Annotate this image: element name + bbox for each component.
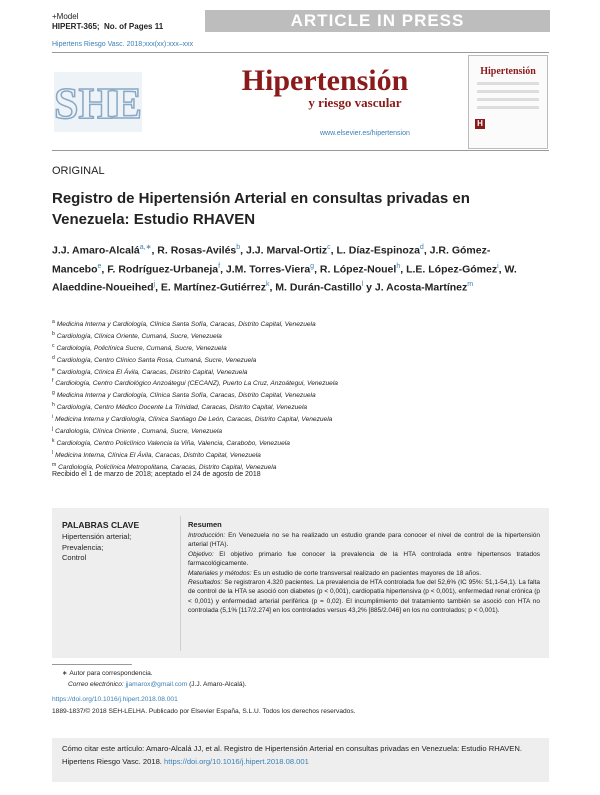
affiliation-marker: c [52,342,55,349]
author-name: L. Díaz-Espinoza [336,244,420,257]
author-name: E. Martínez-Gutiérrez [160,281,266,294]
author-affiliation-marker[interactable]: k [265,281,270,288]
affiliation-marker: m [52,461,57,468]
page-count: No. of Pages 11 [104,22,164,31]
abstract-paragraph [188,569,540,578]
author-name: R. Rosas-Avilés [157,244,237,257]
section-label: ORIGINAL [52,165,105,177]
author-affiliation-marker[interactable]: i [497,262,499,270]
affiliation-text: Cardiología, Clínica Oriente , Cumaná, Sucre, Venezuela [55,428,223,436]
affiliation-item [52,401,552,413]
article-in-press-banner: ARTICLE IN PRESS [205,10,550,32]
affiliation-text: Medicina Interna y Cardiología, Clínica Santa Sofía, Caracas, Distrito Capital, Venezuela [56,392,316,400]
abstract-text: Se registraron 4.320 pacientes. La prevalencia de HTA controlada fue del 52,6% (IC 95%: 51,1-54,1). La falta de control de la HTA se asoció con diabetes (p < 0,001), cardiopatía hipertensiva (p < 0,001), enfermedad renal crónica (p < 0,001) y enfermedad arterial periférica (p = 0,02). El incumplimiento del tratamiento también se asoció con HTA no controlada (5,1% [117/2.274] en los controlados versus 43,2% [885/2.046] en los no controlados; p < 0,001). [188,579,540,615]
author-affiliation-marker[interactable]: h [396,262,401,270]
author-affiliation-marker[interactable]: a,∗ [139,244,152,251]
journal-website-link[interactable]: www.elsevier.es/hipertension [320,130,410,137]
email-link[interactable]: jjamarox@gmail.com [125,681,188,688]
affiliation-marker: d [52,354,55,361]
journal-masthead [200,65,450,109]
author-note: Autor para correspondencia. [69,670,153,677]
cover-letter: H [477,119,483,128]
footnote-rule [52,664,132,665]
affiliation-marker: f [52,378,54,385]
affiliation-list [52,318,552,473]
article-title: Registro de Hipertensión Arterial en consultas privadas en Venezuela: Estudio RHAVEN [52,190,470,228]
email-label: Correo electrónico: [68,681,124,688]
keywords-title: PALABRAS CLAVE [62,520,140,530]
author-affiliation-marker[interactable]: m [467,281,474,288]
received-dates: Recibido el 1 de marzo de 2018; aceptado el 24 de agosto de 2018 [52,471,261,478]
journal-subtitle: y riesgo vascular [308,95,402,110]
affiliation-text: Cardiología, Centro Médico Docente La Trinidad, Caracas, Distrito Capital, Venezuela [56,404,308,412]
affiliation-marker: b [52,330,55,337]
cite-doi-link[interactable]: https://doi.org/10.1016/j.hipert.2018.08.001 [164,756,309,766]
author-affiliation-marker[interactable]: l [361,281,364,288]
author-name: J.J. Marval-Ortiz [246,244,328,257]
corresponding-author-footnote [62,668,247,690]
affiliation-text: Cardiología, Centro Cardiológico Anzoátegui (CECANZ), Puerto La Cruz, Anzoátegui, Venezuela [55,380,338,388]
author-name: J.R. Gómez-Mancebo [52,244,491,275]
affiliation-marker: i [52,414,54,421]
affiliation-marker: k [52,437,55,444]
abstract-label: Objetivo: [188,550,214,558]
affiliation-item [52,366,552,378]
affiliation-text: Medicina Interna y Cardiología, Clínica Santiago De León, Caracas, Distrito Capital, Venezuela [55,416,333,424]
affiliation-item [52,413,552,425]
author-name: W. Alaeddine-Noueihed [52,263,517,294]
top-citation: Hipertens Riesgo Vasc. 2018;xxx(xx):xxx–xxx [52,41,194,48]
affiliation-text: Cardiología, Centro Policlínico Valencia la Viña, Valencia, Carabobo, Venezuela [56,440,290,448]
cover-title: Hipertensión [480,66,536,77]
abstract-text: En Venezuela no se ha realizado un estudio grande para conocer el nivel de control de la hipertensión arterial (HTA). [188,532,540,549]
affiliation-marker: j [52,426,54,433]
affiliation-item [52,377,552,389]
author-affiliation-marker[interactable]: d [419,244,424,251]
author-name: J.M. Torres-Viera [225,263,311,275]
author-name: J. Acosta-Martínez [374,281,468,294]
doi-link[interactable]: https://doi.org/10.1016/j.hipert.2018.08.001 [52,696,178,703]
affiliation-text: Cardiología, Policlínica Metropolitana, Caracas, Distrito Capital, Venezuela [58,463,277,471]
author-name: F. Rodríguez-Urbaneja [107,263,219,275]
abstract-label: Introducción: [188,532,226,539]
keyword-item: Prevalencia; [62,542,104,552]
footnote-marker: ∗ [62,670,68,677]
affiliation-item [52,389,552,401]
affiliation-marker: g [52,390,55,397]
she-logo-icon [52,68,144,136]
author-affiliation-marker[interactable]: j [153,281,156,288]
author-list: J.J. Amaro-Alcalá$^{a,∗}$, R. Rosas-Avilés$^b$, J.J. Marval-Ortiz$^c$, L. Díaz-Espinoza$^d$, J.R. Gómez-Mancebo$^e$, F. Rodríguez-Urbaneja$^f$, J.M. Torres-Viera$^g$, R. López-Nouel$^h$, L.E. López-Gómez$^i$, W. Alaeddine-Noueihed$^j$, E. Martínez-Gutiérrez$^k$, M. Durán-Castillo$^l$ y J. Acosta-Martínez$^m$ [52,244,517,294]
how-to-cite-text [62,743,542,768]
society-logo [52,68,144,136]
abstract-paragraph [188,578,540,616]
author-name: J.J. Amaro-Alcalá [52,244,140,257]
author-affiliation-marker[interactable]: f [218,262,221,270]
affiliation-marker: h [52,402,55,409]
email-owner: (J.J. Amaro-Alcalá). [189,681,247,688]
affiliation-text: Medicina Interna y Cardiología, Clínica Santa Sofía, Caracas, Distrito Capital, Venezuela [56,321,316,329]
abstract-paragraph [188,531,540,550]
author-affiliation-marker[interactable]: g [310,262,315,270]
affiliation-text: Cardiología, Clínica El Ávila, Caracas, Distrito Capital, Venezuela [56,368,248,376]
affiliation-text: Cardiología, Clínica Oriente, Cumaná, Sucre, Venezuela [56,333,222,341]
journal-name: Hipertensión [241,64,409,97]
copyright-line: 1889-1837/© 2018 SEH-LELHA. Publicado por Elsevier España, S.L.U. Todos los derechos reservados. [52,708,356,715]
author-affiliation-marker[interactable]: b [236,244,241,251]
affiliation-text: Medicina Interna, Clínica El Ávila, Caracas, Distrito Capital, Venezuela [55,451,261,459]
affiliation-item [52,354,552,366]
abstract-text: Es un estudio de corte transversal realizado en pacientes mayores de 18 años. [251,569,482,577]
affiliation-item [52,425,552,437]
cover-mark [475,119,485,129]
author-name: R. López-Nouel [319,263,397,275]
affiliation-marker: l [52,449,54,456]
masthead-rule [52,150,549,151]
abstract-label: Materiales y métodos: [188,569,252,577]
cite-text: Cómo citar este artículo: Amaro-Alcalá JJ, et al. Registro de Hipertensión Arterial en consultas privadas en Venezuela: Estudio RHAVEN. Hipertens Riesgo Vasc. 2018. [62,744,522,766]
journal-code: HIPERT-365; [52,22,100,31]
running-header [52,12,163,32]
keyword-item: Control [62,553,87,562]
abstract-text: El objetivo primario fue conocer la prevalencia de la HTA controlada entre hipertensos tratados farmacológicamente. [188,550,540,568]
abstract-label: Resultados: [188,579,223,587]
affiliation-item [52,318,552,330]
logo-text: SHE [53,79,143,128]
journal-cover-thumbnail [468,55,548,149]
author-name: M. Durán-Castillo [275,281,362,294]
affiliation-item [52,330,552,342]
author-affiliation-marker[interactable]: c [327,244,331,251]
box-divider [180,516,181,651]
abstract-title: Resumen [188,520,222,529]
header-rule [52,52,549,53]
author-affiliation-marker[interactable]: e [97,262,102,270]
keywords-list [62,532,131,564]
abstract-paragraph [188,550,540,569]
affiliation-marker: a [52,319,55,325]
affiliation-item [52,449,552,461]
author-name: L.E. López-Gómez [406,263,498,275]
affiliation-marker: e [52,366,55,373]
abstract-body [188,531,540,616]
affiliation-item [52,342,552,354]
keyword-item: Hipertensión arterial; [62,532,132,541]
affiliation-item [52,437,552,449]
affiliation-text: Cardiología, Centro Clínico Santa Rosa, Cumaná, Sucre, Venezuela [56,356,257,364]
model-tag: +Model [52,12,79,21]
affiliation-text: Cardiología, Policlínica Sucre, Cumaná, Sucre, Venezuela [56,344,227,352]
